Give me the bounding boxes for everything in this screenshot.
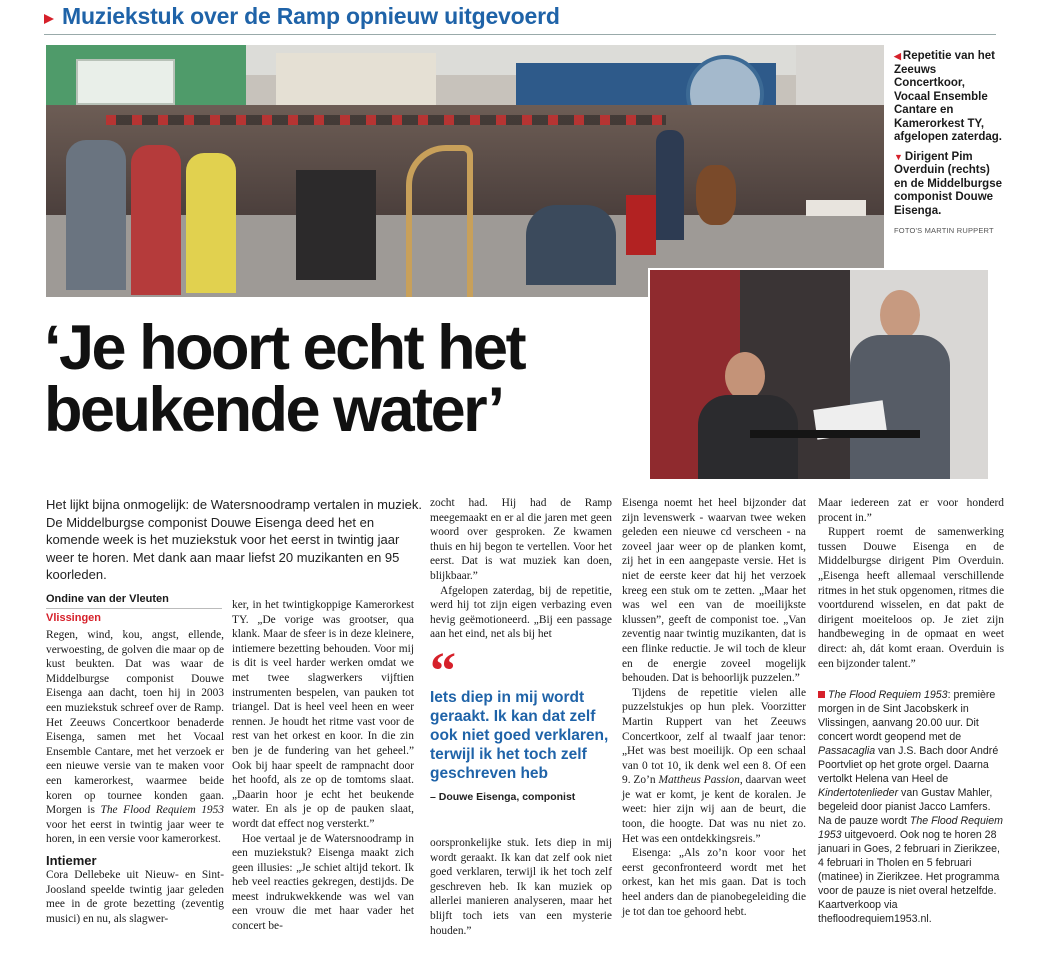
quote-text: Iets diep in mij wordt geraakt. Ik kan dat zelf ook niet goed verklaren, terwijl ik het toch zelf geschreven heb (430, 689, 609, 782)
info-bullet-icon (818, 691, 825, 698)
quote-mark-icon: “ (430, 643, 456, 700)
paragraph: oorspronkelijke stuk. Iets diep in mij wordt geraakt. Ik kan dat zelf ook niet goed verklaren, terwijl ik het toch zelf geschreven heb. Ik kan muziek op allerlei manieren analyseren, maar het blijft toch iets van een mysterie houden.” (430, 837, 612, 937)
paragraph: Eisenga noemt het heel bijzonder dat zijn levenswerk - waarvan twee weken geleden een nieuwe cd verscheen - na zoveel jaar weer op de planken komt, zij het in een aangepaste versie. Het is niet de eerste keer dat hij het verzoek kreeg een stuk om te zetten. „Maar het was wel een van de moeilijkste klussen”, geeft de componist toe. „Van zeventig naar twintig muzikanten, dat is een flinke reductie. Je wil toch de kleur en de energie zoveel mogelijk behouden. Dat is behoorlijk puzzelen.” (622, 497, 806, 685)
caption-down-triangle-icon: ▼ (894, 151, 903, 162)
caption-conductor: ▼ Dirigent Pim Overduin (rechts) en de Middelburgse componist Douwe Eisenga. (894, 150, 1002, 217)
paragraph: Afgelopen zaterdag, bij de repetitie, werd hij tot zijn eigen verbazing even hevig geëmotioneerd. „Bij een passage aan het eind, net als bij het (430, 584, 612, 641)
article-column-1 (46, 628, 224, 926)
headline-line-1: ‘Je hoort echt het (44, 313, 525, 383)
article-column-2 (232, 598, 414, 934)
headline (44, 313, 644, 445)
article-column-3-bottom (430, 836, 612, 938)
paragraph: Tijdens de repetitie vielen alle puzzelstukjes op hun plek. Voorzitter Martin Ruppert van het Zeeuws Concertkoor, zelf al twaalf jaar tenor: „Het was best moeilijk. Op een schaal van 0 tot 10, ik denk wel een 8. Of een 9. Zo’n Mattheus Passion, daarvan weet je wat er komt, je kent de koralen. Je weet: hier zijn wij aan de beurt, die toon, die hoogte. Dat was nu niet zo. Het was een ontdekkingsreis.” (622, 686, 806, 845)
article-column-4 (622, 496, 806, 919)
paragraph: Hoe vertaal je de Watersnoodramp in een muziekstuk? Eisenga maakt zich geen illusies: „Je schiet altijd tekort. Ik heb veel reacties gekregen, destijds. De meest indrukwekkende was wel van een vrouw die met haar vader het concert be- (232, 832, 414, 933)
paragraph: ker, in het twintigkoppige Kamerorkest TY. „De vorige was grootser, qua klank. Maar de sfeer is in deze kleinere, intiemere bezetting behouden. Voor mij is dit is veel harder werken omdat we met twee slagwerkers vijftien instrumenten bespelen, van pauken tot triangel. Dat is heel veel heen en weer rennen. Je houdt het ritme vast voor de rest van het orkest en koor. In die zin ben je de fundering van het geheel.” Ook bij haar speelt de rampnacht door het hoofd, als ze op de tomtoms slaat. „Daarin hoor je echt het beukende water. En als je op de pauken slaat, wordt dat effect nog versterkt.” (232, 599, 414, 830)
intro-paragraph: Het lijkt bijna onmogelijk: de Watersnoodramp vertalen in muziek. De Middelburgse componist Douwe Eisenga deed het en komende week is het muziekstuk voor het eerst in twintig jaar weer te horen. Met dank aan maar liefst 20 muzikanten en 95 koorleden. (46, 497, 422, 582)
conductor-composer-photo (648, 268, 990, 481)
section-rubric (44, 4, 996, 35)
caption-left-triangle-icon: ◀ (894, 51, 901, 61)
photo-credit: FOTO'S MARTIN RUPPERT (894, 226, 994, 235)
rehearsal-photo (46, 45, 884, 297)
pull-quote (430, 643, 612, 803)
paragraph: Ruppert roemt de samenwerking tussen Douwe Eisenga en de Middelburgse dirigent Pim Overduin. „Eisenga heeft allemaal verschillende ritmes in het stuk opgenomen, ritmes die voortdurend wisselen, en dat pakt de dirigent moeiteloos op. Je ziet zijn handbeweging in de opmaat en weet direct: ah, dát komt eraan. Overduin is een bijzonder talent.” (818, 526, 1004, 670)
author-name: Ondine van der Vleuten (46, 592, 222, 609)
paragraph: Eisenga: „Als zo’n koor voor het eerst geconfronteerd wordt met het orkest, kan het mis gaan. Dat is toch heel anders dan de pianobegeleiding die je tot dan toe gehoord hebt. (622, 847, 806, 918)
paragraph: Regen, wind, kou, angst, ellende, verwoesting, de golven die maar op de kust beukten. Dat was waar de Middelburgse componist Douwe Eisenga aan dacht, toen hij in 2003 een muziekstuk schreef over de Ramp. Het Zeeuws Concertkoor benaderde Eisenga, samen met het Vocaal Ensemble Cantare, met het verzoek er een nieuwe versie van te maken voor een kamerorkest, waarmee beide koren op tournee konden gaan. Morgen is The Flood Requiem 1953 voor het eerst in twintig jaar weer te horen, in een versie voor kamerorkest. (46, 629, 224, 846)
article-column-5 (818, 496, 1004, 671)
rubric-title: Muziekstuk over de Ramp opnieuw uitgevoerd (62, 3, 560, 29)
quote-attribution: – Douwe Eisenga, componist (430, 791, 576, 803)
article-column-3-top (430, 496, 612, 642)
rubric-marker-icon (44, 14, 54, 24)
subheading: Intiemer (46, 852, 97, 868)
paragraph: Cora Dellebeke uit Nieuw- en Sint-Joosland speelde twintig jaar geleden mee in de grote bezetting (zeventig musici) en nu, als slagwer- (46, 868, 224, 925)
photo-captions (894, 50, 1004, 238)
concert-info-box: The Flood Requiem 1953: première morgen in de Sint Jacobskerk in Vlissingen, aanvang 20.00 uur. Dit concert wordt geopend met de Passacaglia van J.S. Bach door André Poortvliet op het grote orgel. Daarna vertolkt Helena van Heel de Kindertotenlieder van Gustav Mahler, begeleid door pianist Jacco Lamfers. Na de pauze wordt The Flood Requiem 1953 uitgevoerd. Ook nog te horen 28 januari in Goes, 2 februari in Zierikzee, 4 februari in Tholen en 5 februari (matinee) in Zierikzee. Het programma voor de pauze is niet overal hetzelfde. Kaartverkoop via thefloodrequiem1953.nl. (818, 689, 1003, 925)
headline-line-2: beukende water’ (44, 375, 503, 445)
byline (46, 592, 222, 626)
paragraph: zocht had. Hij had de Ramp meegemaakt en er al die jaren met geen woord over gesproken. Ze kwamen thuis en hij begon te vertellen. Voor het eerst. Dat is wat muziek kan doen, blijkbaar.” (430, 497, 612, 582)
caption-rehearsal: ◀ Repetitie van het Zeeuws Concertkoor, Vocaal Ensemble Cantare en Kamerorkest TY, afgelopen zaterdag. (894, 50, 1002, 143)
dateline-place: Vlissingen (46, 612, 102, 624)
paragraph: Maar iedereen zat er voor honderd procent in.” (818, 497, 1004, 524)
